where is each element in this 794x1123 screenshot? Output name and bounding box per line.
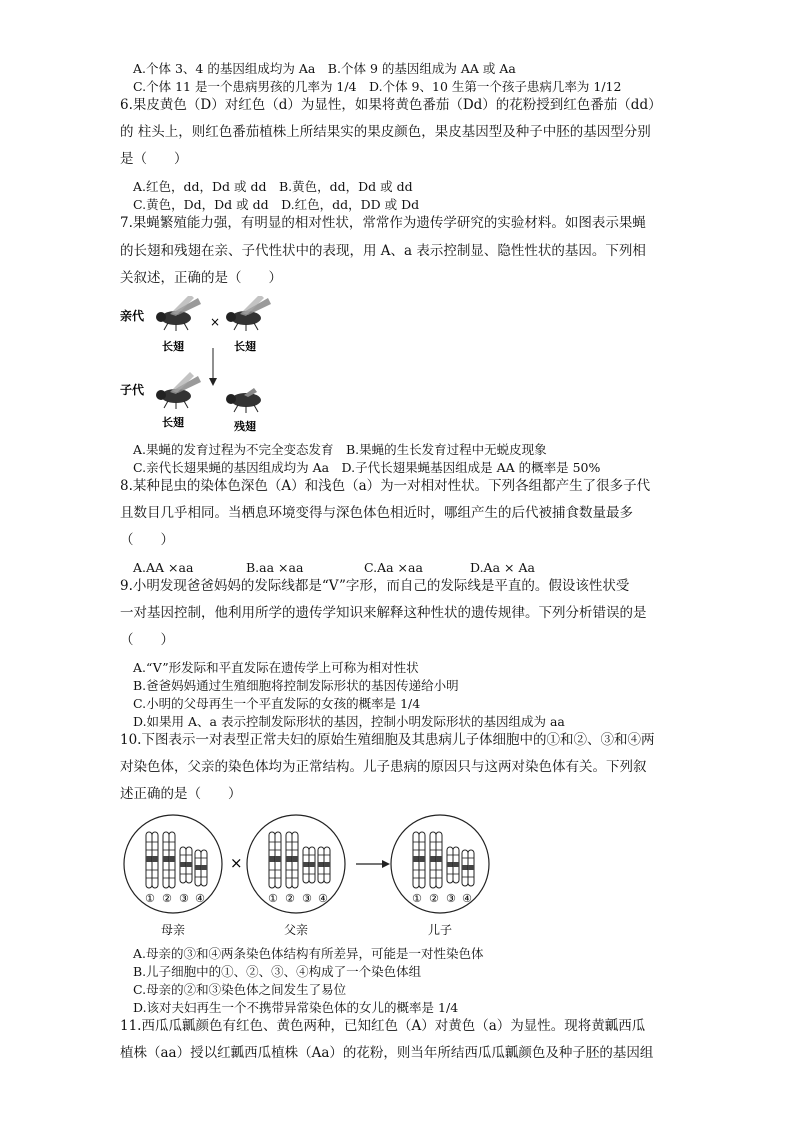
mother-label: 母亲 <box>161 923 186 937</box>
parent-fly-2-label: 长翅 <box>234 340 256 353</box>
son-num-4: ④ <box>462 892 472 905</box>
cross-symbol: × <box>230 854 243 872</box>
parent-fly-1-label: 长翅 <box>162 340 184 353</box>
mother-num-2: ② <box>162 892 172 905</box>
father-num-2: ② <box>285 892 295 905</box>
son-label: 儿子 <box>428 923 453 937</box>
mother-num-3: ③ <box>179 892 189 905</box>
father-label: 父亲 <box>284 923 309 937</box>
father-num-3: ③ <box>302 892 312 905</box>
q9-stem-line1: 9.小明发现爸爸妈妈的发际线都是“V”字形，而自己的发际线是平直的。假设该性状受 <box>120 578 630 594</box>
mother-chromosome-1-sister <box>152 832 158 888</box>
q8-option-c: C.Aa ×aa <box>364 560 423 575</box>
father-chromosome-3-sister <box>309 847 315 883</box>
son-chromosome-1-sister <box>419 832 425 888</box>
cross-symbol: × <box>210 315 221 329</box>
mother-num-4: ④ <box>195 892 205 905</box>
q10-option-d: D.该对夫妇再生一个不携带异常染色体的女儿的概率是 1/4 <box>133 1000 459 1015</box>
q9-stem-line3: （ ） <box>120 632 174 648</box>
q6-stem-line3: 是（ ） <box>120 151 188 167</box>
father-chromosome-2-sister <box>292 832 298 888</box>
q7-options-ab: A.果蝇的发育过程为不完全变态发育 B.果蝇的生长发育过程中无蜕皮现象 <box>133 442 547 457</box>
mother-chromosome-1 <box>146 832 152 888</box>
q10-option-c: C.母亲的②和③染色体之间发生了易位 <box>133 982 347 997</box>
child-generation-label: 子代 <box>120 383 145 397</box>
q6-options-cd: C.黄色，Dd，Dd 或 dd D.红色，dd，DD 或 Dd <box>133 197 420 212</box>
mother-chromosome-3-sister <box>186 847 192 883</box>
q9-option-a: A.“V”形发际和平直发际在遗传学上可称为相对性状 <box>133 660 419 675</box>
son-chromosome-3-sister <box>453 847 459 883</box>
q11-stem-line1: 11.西瓜瓜瓤颜色有红色、黄色两种，已知红色（A）对黄色（a）为显性。现将黄瓤西瓜 <box>120 1018 646 1034</box>
parent-long-wing-fly-1 <box>156 296 201 331</box>
q9-option-c: C.小明的父母再生一个平直发际的女孩的概率是 1/4 <box>133 696 421 711</box>
son-num-2: ② <box>429 892 439 905</box>
child-vestigial-wing-fly <box>226 388 261 413</box>
mother-chromosome-3 <box>180 847 186 883</box>
arrow-head-icon <box>382 860 390 868</box>
q8-option-d: D.Aa × Aa <box>470 560 535 575</box>
mother-chromosome-4 <box>195 850 201 886</box>
child-fly-2-label: 残翅 <box>234 420 256 433</box>
q7-options-cd: C.亲代长翅果蝇的基因组成均为 Aa D.子代长翅果蝇基因组成是 AA 的概率是 50% <box>133 460 601 475</box>
q9-option-d: D.如果用 A、a 表示控制发际形状的基因，控制小明发际形状的基因组成为 aa <box>133 714 565 729</box>
q7-stem-line3: 关叙述，正确的是（ ） <box>120 270 282 286</box>
parent-long-wing-fly-2 <box>226 296 271 331</box>
q6-stem-line2: 的 柱头上，则红色番茄植株上所结果实的果皮颜色，果皮基因型及种子中胚的基因型分别 <box>120 124 651 140</box>
q6-options-ab: A.红色，dd，Dd 或 dd B.黄色，dd，Dd 或 dd <box>133 179 413 194</box>
q9-option-b: B.爸爸妈妈通过生殖细胞将控制发际形状的基因传递给小明 <box>133 678 459 693</box>
parent-generation-label: 亲代 <box>120 309 145 323</box>
chromosome-figure <box>118 812 538 942</box>
mother-chromosome-4-sister <box>201 850 207 886</box>
son-num-3: ③ <box>446 892 456 905</box>
q8-stem-line3: （ ） <box>120 532 174 548</box>
q9-stem-line2: 一对基因控制，他利用所学的遗传学知识来解释这种性状的遗传规律。下列分析错误的是 <box>120 605 647 621</box>
father-num-4: ④ <box>318 892 328 905</box>
son-chromosome-2-sister <box>436 832 442 888</box>
father-chromosome-4 <box>318 847 324 883</box>
child-fly-1-label: 长翅 <box>162 416 184 429</box>
q6-stem-line1: 6.果皮黄色（D）对红色（d）为显性，如果将黄色番茄（Dd）的花粉授到红色番茄（dd） <box>120 97 662 113</box>
son-chromosome-1 <box>413 832 419 888</box>
q10-option-b: B.儿子细胞中的①、②、③、④构成了一个染色体组 <box>133 964 422 979</box>
son-chromosome-2 <box>430 832 436 888</box>
q8-stem-line2: 且数目几乎相同。当栖息环境变得与深色体色相近时，哪组产生的后代被捕食数量最多 <box>120 505 633 521</box>
son-chromosome-3 <box>447 847 453 883</box>
arrow-head-icon <box>209 378 217 386</box>
mother-chromosome-2 <box>163 832 169 888</box>
q10-stem-line3: 述正确的是（ ） <box>120 786 242 802</box>
q10-stem-line1: 10.下图表示一对表型正常夫妇的原始生殖细胞及其患病儿子体细胞中的①和②、③和④两 <box>120 732 655 748</box>
son-chromosome-4-sister <box>468 850 474 886</box>
father-chromosome-2 <box>286 832 292 888</box>
father-chromosome-1 <box>269 832 275 888</box>
father-chromosome-1-sister <box>275 832 281 888</box>
fruit-fly-cross-figure <box>118 296 288 436</box>
child-long-wing-fly <box>156 372 201 409</box>
q7-stem-line2: 的长翅和残翅在亲、子代性状中的表现，用 A、a 表示控制显、隐性性状的基因。下列相 <box>120 243 646 259</box>
mother-num-1: ① <box>145 892 155 905</box>
q8-option-b: B.aa ×aa <box>246 560 304 575</box>
father-chromosome-3 <box>303 847 309 883</box>
mother-chromosome-2-sister <box>169 832 175 888</box>
son-chromosome-4 <box>462 850 468 886</box>
q10-stem-line2: 对染色体，父亲的染色体均为正常结构。儿子患病的原因只与这两对染色体有关。下列叙 <box>120 759 647 775</box>
q5-options-ab: A.个体 3、4 的基因组成均为 Aa B.个体 9 的基因组成为 AA 或 Aa <box>133 61 516 76</box>
q7-stem-line1: 7.果蝇繁殖能力强，有明显的相对性状，常常作为遗传学研究的实验材料。如图表示果蝇 <box>120 215 646 231</box>
son-num-1: ① <box>412 892 422 905</box>
q8-option-a: A.AA ×aa <box>133 560 194 575</box>
q10-option-a: A.母亲的③和④两条染色体结构有所差异，可能是一对性染色体 <box>133 946 484 961</box>
father-num-1: ① <box>268 892 278 905</box>
q11-stem-line2: 植株（aa）授以红瓤西瓜植株（Aa）的花粉，则当年所结西瓜瓜瓤颜色及种子胚的基因组 <box>120 1045 654 1061</box>
father-chromosome-4-sister <box>324 847 330 883</box>
q8-stem-line1: 8.某种昆虫的染体色深色（A）和浅色（a）为一对相对性状。下列各组都产生了很多子代 <box>120 478 651 494</box>
q5-options-cd: C.个体 11 是一个患病男孩的几率为 1/4 D.个体 9、10 生第一个孩子患病几率为 1/12 <box>133 79 622 94</box>
